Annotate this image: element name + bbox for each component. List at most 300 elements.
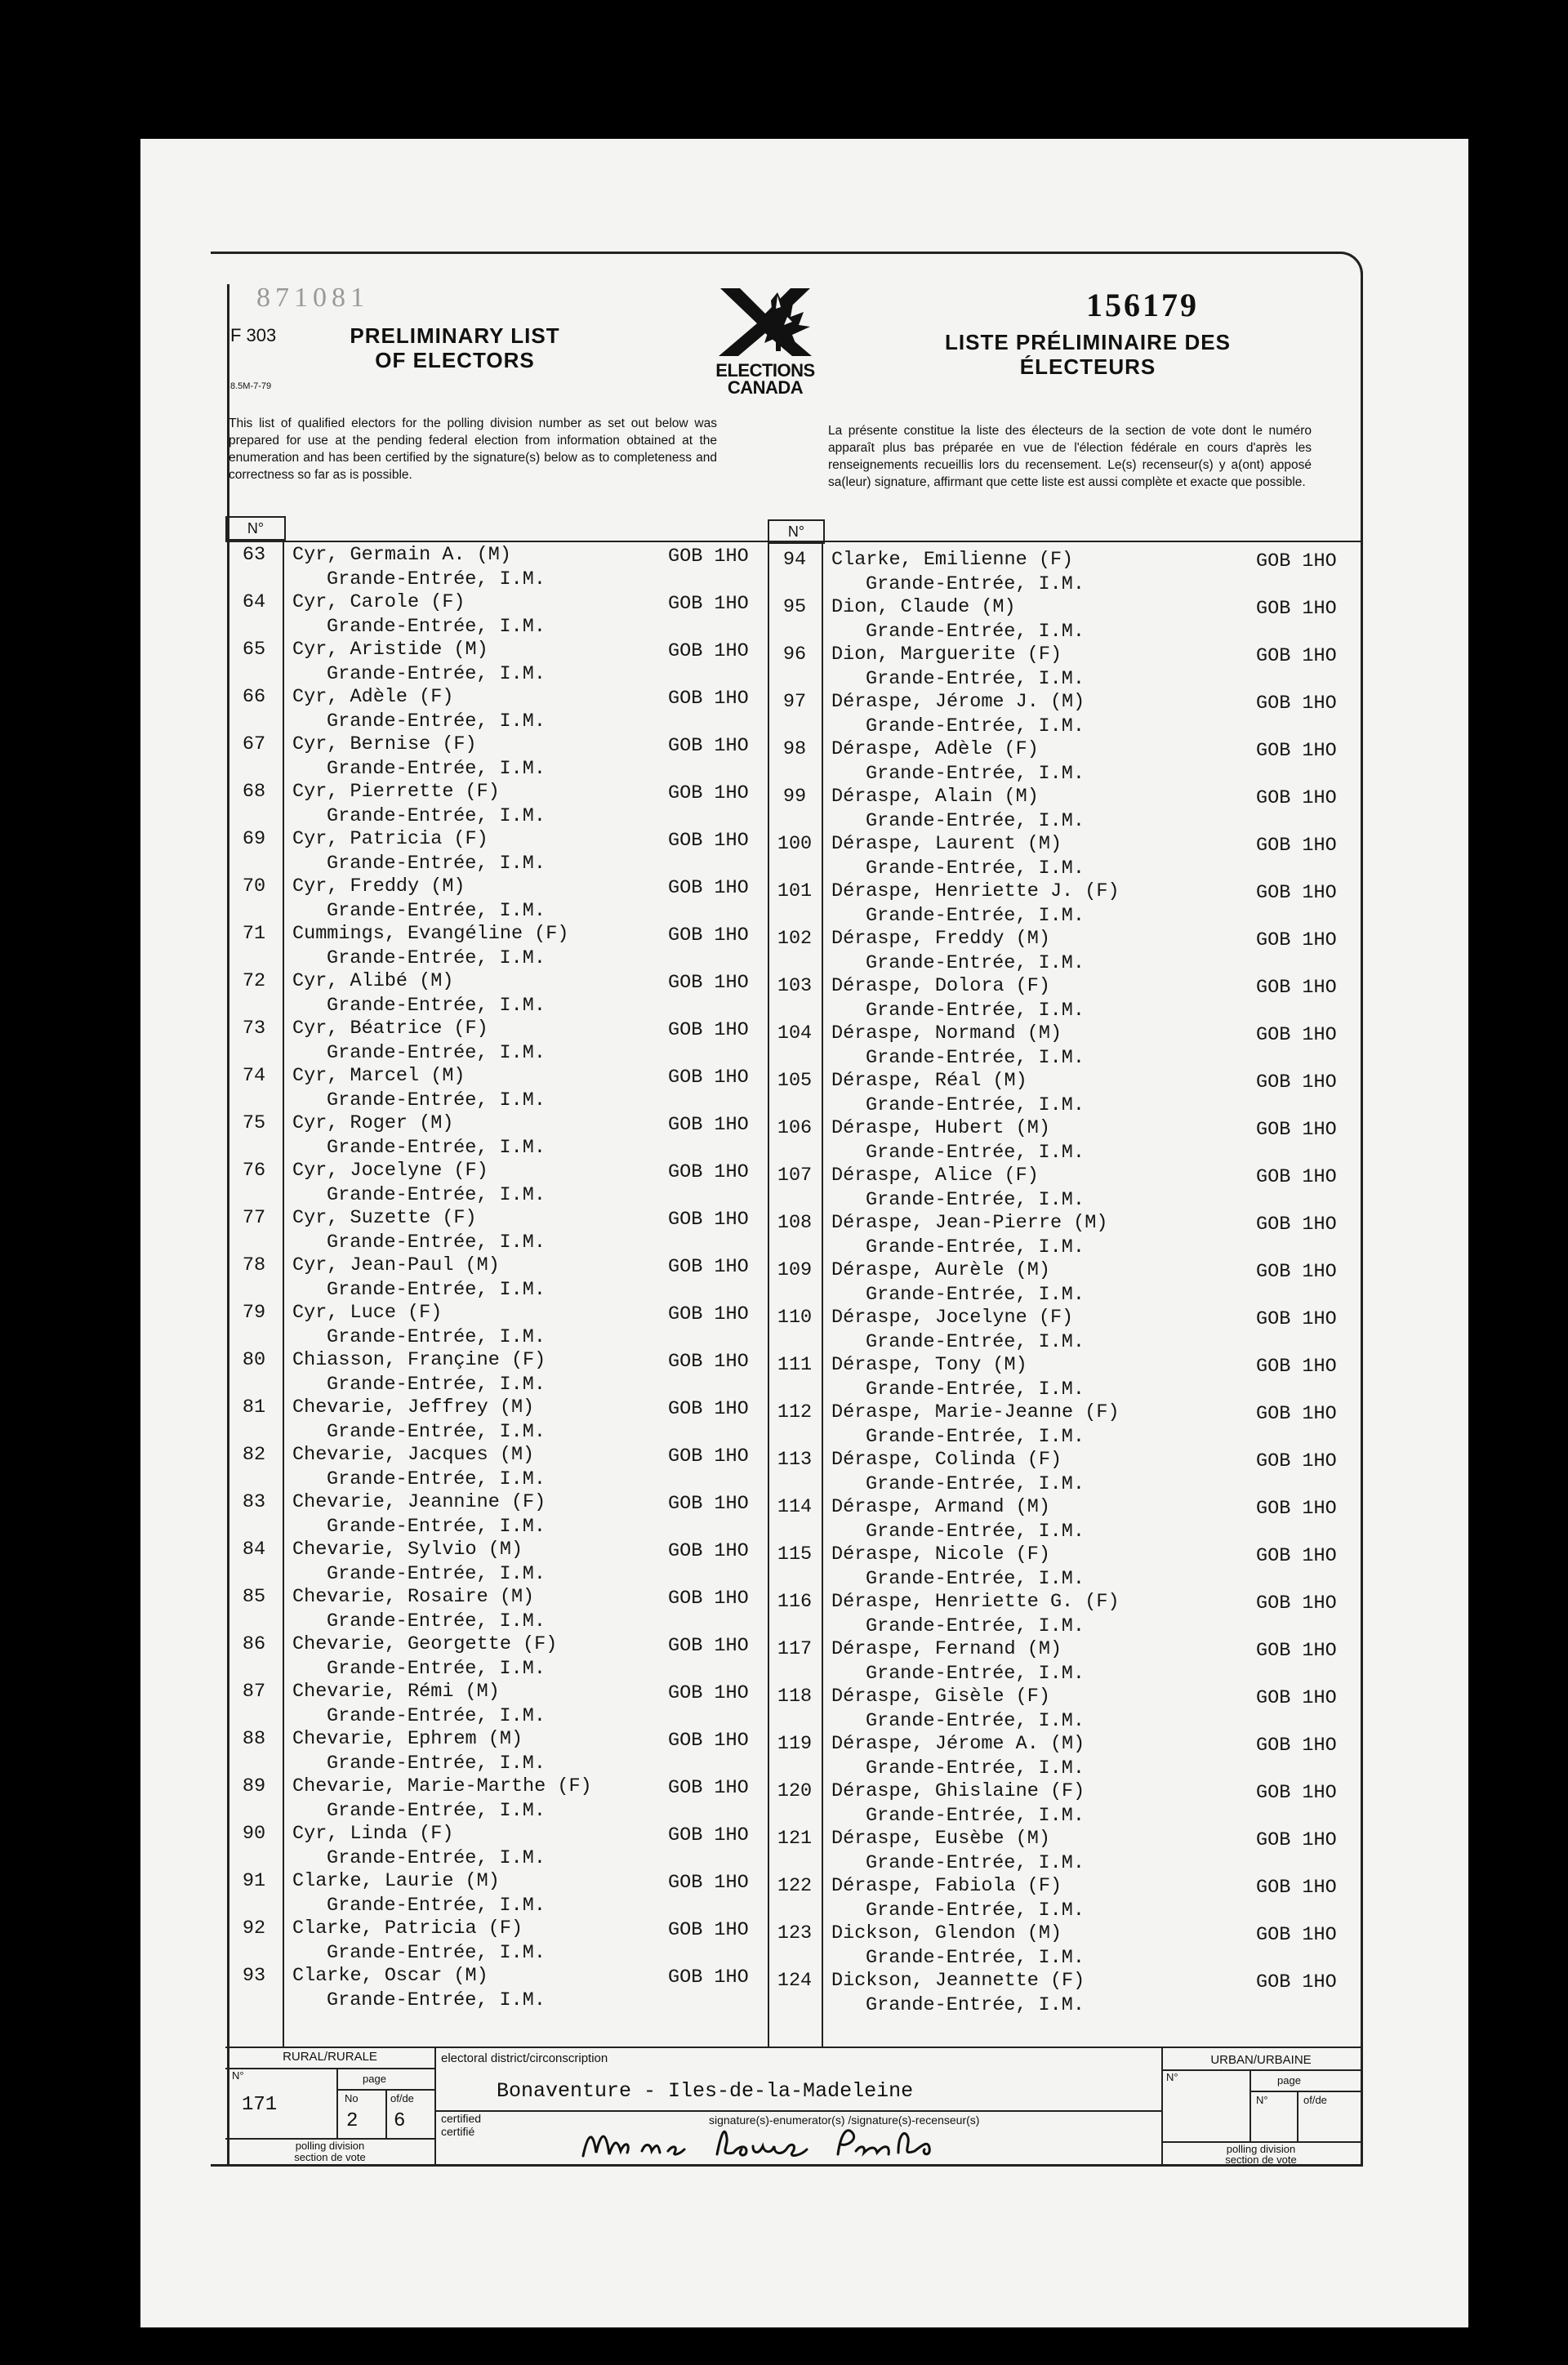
- rural-no-label: N°: [232, 2069, 244, 2082]
- elector-number: 124: [777, 1970, 813, 1992]
- maple-x-icon: [696, 284, 835, 358]
- elector-number: 78: [242, 1254, 266, 1276]
- elector-postal-code: GOB 1HO: [668, 1209, 749, 1231]
- elector-number: 117: [777, 1638, 813, 1660]
- elector-name: Déraspe, Laurent (M): [831, 833, 1062, 855]
- elector-postal-code: GOB 1HO: [668, 1114, 749, 1136]
- elector-postal-code: GOB 1HO: [668, 972, 749, 994]
- elector-row: [768, 1165, 1356, 1212]
- logo-text-canada: CANADA: [727, 377, 804, 398]
- elector-postal-code: GOB 1HO: [668, 1540, 749, 1562]
- serial-number: 156179: [1086, 287, 1199, 323]
- elector-address: Grande-Entrée, I.M.: [327, 995, 546, 1017]
- elector-name: Déraspe, Jérome J. (M): [831, 691, 1085, 713]
- elector-number: 92: [242, 1917, 266, 1940]
- elector-row: [768, 1022, 1356, 1070]
- column-header-no-left: N°: [225, 516, 286, 541]
- elector-postal-code: GOB 1HO: [1256, 1450, 1337, 1472]
- elector-postal-code: GOB 1HO: [668, 1161, 749, 1183]
- elector-name: Déraspe, Tony (M): [831, 1354, 1027, 1376]
- elector-postal-code: GOB 1HO: [1256, 977, 1337, 999]
- elector-name: Déraspe, Ghislaine (F): [831, 1780, 1085, 1802]
- district-rule: [434, 2110, 1161, 2112]
- elector-row: [225, 544, 768, 591]
- elector-name: Déraspe, Alice (F): [831, 1165, 1039, 1187]
- elector-address: Grande-Entrée, I.M.: [866, 573, 1085, 595]
- elector-address: Grande-Entrée, I.M.: [866, 1426, 1085, 1448]
- urban-divider-2: [1297, 2091, 1298, 2141]
- elector-number: 101: [777, 880, 813, 902]
- elector-name: Dion, Claude (M): [831, 596, 1016, 618]
- elector-address: Grande-Entrée, I.M.: [866, 715, 1085, 737]
- elector-number: 123: [777, 1922, 813, 1944]
- elector-address: Grande-Entrée, I.M.: [327, 947, 546, 969]
- urban-divider-1: [1250, 2069, 1251, 2141]
- elector-number: 120: [777, 1780, 813, 1802]
- page-no-label: No: [345, 2092, 359, 2104]
- elector-name: Déraspe, Fabiola (F): [831, 1875, 1062, 1897]
- elector-row: [225, 1018, 768, 1065]
- elector-address: Grande-Entrée, I.M.: [866, 621, 1085, 643]
- elector-number: 98: [782, 738, 807, 760]
- elector-name: Chevarie, Rémi (M): [292, 1681, 500, 1703]
- urban-rule: [1161, 2069, 1361, 2071]
- elector-number: 86: [242, 1633, 266, 1655]
- elector-address: Grande-Entrée, I.M.: [866, 1189, 1085, 1211]
- elector-postal-code: GOB 1HO: [1256, 693, 1337, 715]
- elector-postal-code: GOB 1HO: [1256, 1166, 1337, 1188]
- elector-number: 88: [242, 1728, 266, 1750]
- elector-address: Grande-Entrée, I.M.: [866, 1284, 1085, 1306]
- elector-number: 85: [242, 1586, 266, 1608]
- elector-name: Dickson, Glendon (M): [831, 1922, 1062, 1944]
- elector-postal-code: GOB 1HO: [668, 924, 749, 946]
- elector-number: 64: [242, 591, 266, 613]
- elector-postal-code: GOB 1HO: [668, 1730, 749, 1752]
- elector-number: 99: [782, 786, 807, 808]
- stamp-number: 871081: [256, 283, 369, 313]
- elector-row: [225, 923, 768, 970]
- elector-name: Cyr, Carole (F): [292, 591, 466, 613]
- elector-number: 72: [242, 970, 266, 992]
- elector-address: Grande-Entrée, I.M.: [327, 1279, 546, 1301]
- elector-address: Grande-Entrée, I.M.: [327, 710, 546, 733]
- elector-number: 108: [777, 1212, 813, 1234]
- column-header-no-right: N°: [768, 519, 825, 544]
- elector-address: Grande-Entrée, I.M.: [327, 1705, 546, 1727]
- elector-address: Grande-Entrée, I.M.: [866, 905, 1085, 927]
- elector-row: [768, 1591, 1356, 1638]
- elector-postal-code: GOB 1HO: [1256, 1498, 1337, 1520]
- elector-postal-code: GOB 1HO: [1256, 1024, 1337, 1046]
- elector-postal-code: GOB 1HO: [1256, 1545, 1337, 1567]
- elector-postal-code: GOB 1HO: [1256, 787, 1337, 809]
- elector-postal-code: GOB 1HO: [668, 1067, 749, 1089]
- elector-postal-code: GOB 1HO: [1256, 740, 1337, 762]
- elector-row: [768, 1686, 1356, 1733]
- elector-address: Grande-Entrée, I.M.: [327, 1895, 546, 1917]
- elector-address: Grande-Entrée, I.M.: [866, 952, 1085, 974]
- elector-address: Grande-Entrée, I.M.: [866, 1331, 1085, 1353]
- elector-row: [225, 1349, 768, 1396]
- elector-number: 63: [242, 544, 266, 566]
- elector-postal-code: GOB 1HO: [668, 782, 749, 804]
- elector-row: [225, 1207, 768, 1254]
- elector-row: [768, 1259, 1356, 1307]
- elector-row: [768, 1780, 1356, 1828]
- elector-number: 102: [777, 928, 813, 950]
- elector-row: [768, 1117, 1356, 1165]
- elector-address: Grande-Entrée, I.M.: [327, 663, 546, 685]
- elector-number: 81: [242, 1396, 266, 1419]
- elector-name: Chevarie, Marie-Marthe (F): [292, 1775, 592, 1797]
- elector-row: [225, 1823, 768, 1870]
- elector-row: [768, 738, 1356, 786]
- title-english: PRELIMINARY LIST OF ELECTORS: [350, 323, 560, 372]
- elector-row: [225, 1539, 768, 1586]
- elector-number: 121: [777, 1828, 813, 1850]
- footer-section: [225, 2047, 1361, 2164]
- elector-row: [225, 1254, 768, 1302]
- elector-number: 97: [782, 691, 807, 713]
- elector-postal-code: GOB 1HO: [1256, 1735, 1337, 1757]
- elector-row: [225, 970, 768, 1018]
- elector-name: Chevarie, Jeffrey (M): [292, 1396, 535, 1419]
- elector-row: [768, 1496, 1356, 1543]
- elector-row: [225, 1586, 768, 1633]
- elector-postal-code: GOB 1HO: [1256, 1356, 1337, 1378]
- elector-number: 118: [777, 1686, 813, 1708]
- elector-row: [225, 828, 768, 875]
- elector-row: [768, 1449, 1356, 1496]
- elector-name: Déraspe, Normand (M): [831, 1022, 1062, 1044]
- elector-postal-code: GOB 1HO: [1256, 1687, 1337, 1709]
- elector-name: Déraspe, Marie-Jeanne (F): [831, 1401, 1120, 1423]
- elector-postal-code: GOB 1HO: [668, 1777, 749, 1799]
- elector-address: Grande-Entrée, I.M.: [327, 1516, 546, 1538]
- page-of-label: of/de: [390, 2092, 414, 2104]
- elector-number: 116: [777, 1591, 813, 1613]
- elector-name: Chevarie, Ephrem (M): [292, 1728, 523, 1750]
- district-label: electoral district/circonscription: [441, 2051, 608, 2065]
- elector-name: Déraspe, Gisèle (F): [831, 1686, 1050, 1708]
- elector-postal-code: GOB 1HO: [668, 1019, 749, 1041]
- elector-address: Grande-Entrée, I.M.: [866, 1473, 1085, 1495]
- elector-name: Clarke, Laurie (M): [292, 1870, 500, 1892]
- urban-page-no-label: N°: [1256, 2094, 1268, 2106]
- elector-postal-code: GOB 1HO: [1256, 1782, 1337, 1804]
- elector-name: Cyr, Béatrice (F): [292, 1018, 488, 1040]
- elector-number: 103: [777, 975, 813, 997]
- elector-number: 110: [777, 1307, 813, 1329]
- elector-address: Grande-Entrée, I.M.: [327, 758, 546, 780]
- elector-number: 107: [777, 1165, 813, 1187]
- elector-postal-code: GOB 1HO: [668, 640, 749, 662]
- elector-number: 119: [777, 1733, 813, 1755]
- elector-address: Grande-Entrée, I.M.: [327, 568, 546, 590]
- elector-number: 113: [777, 1449, 813, 1471]
- elector-number: 90: [242, 1823, 266, 1845]
- elector-row: [768, 1638, 1356, 1686]
- elector-address: Grande-Entrée, I.M.: [866, 1236, 1085, 1258]
- elector-postal-code: GOB 1HO: [1256, 1877, 1337, 1899]
- elector-row: [225, 1302, 768, 1349]
- elector-address: Grande-Entrée, I.M.: [327, 1800, 546, 1822]
- elector-postal-code: GOB 1HO: [1256, 1592, 1337, 1615]
- enumerator-signature: [578, 2122, 1003, 2170]
- elector-row: [768, 1828, 1356, 1875]
- elector-row: [768, 1922, 1356, 1970]
- elector-number: 104: [777, 1022, 813, 1044]
- elector-name: Déraspe, Freddy (M): [831, 928, 1050, 950]
- elector-row: [225, 1160, 768, 1207]
- elector-row: [768, 691, 1356, 738]
- elector-address: Grande-Entrée, I.M.: [866, 1142, 1085, 1164]
- elector-postal-code: GOB 1HO: [668, 546, 749, 568]
- elector-postal-code: GOB 1HO: [668, 1919, 749, 1941]
- elector-address: Grande-Entrée, I.M.: [866, 1615, 1085, 1637]
- rural-label: RURAL/RURALE: [283, 2050, 377, 2064]
- elector-name: Clarke, Emilienne (F): [831, 549, 1074, 571]
- elector-row: [225, 1065, 768, 1112]
- elector-name: Cyr, Patricia (F): [292, 828, 488, 850]
- elector-postal-code: GOB 1HO: [1256, 882, 1337, 904]
- elector-address: Grande-Entrée, I.M.: [866, 1947, 1085, 1969]
- elector-name: Déraspe, Armand (M): [831, 1496, 1050, 1518]
- elector-address: Grande-Entrée, I.M.: [327, 1326, 546, 1348]
- elector-name: Cyr, Germain A. (M): [292, 544, 511, 566]
- elector-postal-code: GOB 1HO: [1256, 598, 1337, 620]
- elector-name: Cyr, Roger (M): [292, 1112, 454, 1134]
- elector-row: [225, 1917, 768, 1965]
- elector-address: Grande-Entrée, I.M.: [866, 1852, 1085, 1874]
- elector-name: Cyr, Linda (F): [292, 1823, 454, 1845]
- certified-label: certified: [441, 2112, 482, 2125]
- elector-name: Cyr, Alibé (M): [292, 970, 454, 992]
- elector-number: 109: [777, 1259, 813, 1281]
- elector-row: [225, 1112, 768, 1160]
- elector-name: Chevarie, Rosaire (M): [292, 1586, 535, 1608]
- elector-address: Grande-Entrée, I.M.: [866, 810, 1085, 832]
- elector-number: 100: [777, 833, 813, 855]
- elector-row: [768, 1970, 1356, 2017]
- elector-name: Cyr, Bernise (F): [292, 733, 477, 755]
- elector-number: 76: [242, 1160, 266, 1182]
- elector-number: 83: [242, 1491, 266, 1513]
- elector-name: Déraspe, Jocelyne (F): [831, 1307, 1074, 1329]
- elector-number: 111: [777, 1354, 813, 1376]
- elector-name: Cyr, Aristide (M): [292, 639, 488, 661]
- elector-row: [225, 1444, 768, 1491]
- logo-text-elections: ELECTIONS: [715, 360, 815, 381]
- elector-row: [225, 733, 768, 781]
- elector-row: [768, 975, 1356, 1022]
- urban-page-rule: [1250, 2091, 1361, 2092]
- elector-postal-code: GOB 1HO: [668, 1256, 749, 1278]
- elector-name: Déraspe, Jean-Pierre (M): [831, 1212, 1108, 1234]
- elector-name: Déraspe, Réal (M): [831, 1070, 1027, 1092]
- elector-name: Déraspe, Jérome A. (M): [831, 1733, 1085, 1755]
- elector-number: 114: [777, 1496, 813, 1518]
- elector-number: 94: [782, 549, 807, 571]
- elector-postal-code: GOB 1HO: [1256, 550, 1337, 572]
- elector-postal-code: GOB 1HO: [1256, 1640, 1337, 1662]
- elector-postal-code: GOB 1HO: [1256, 1214, 1337, 1236]
- intro-french: La présente constitue la liste des électeurs de la section de vote dont le numéro apparaît plus bas préparée en vue de l'élection fédérale en cours d'après les renseignements recueillis lors du recensement. Le(s) recenseur(s) y a(ont) apposé sa(leur) signature, affirmant que cette liste est aussi complète et exacte que possible.: [828, 424, 1312, 489]
- elector-address: Grande-Entrée, I.M.: [866, 1094, 1085, 1116]
- electoral-district: Bonaventure - Iles-de-la-Madeleine: [497, 2079, 914, 2103]
- elector-postal-code: GOB 1HO: [1256, 1829, 1337, 1851]
- elector-name: Déraspe, Nicole (F): [831, 1543, 1050, 1566]
- elector-name: Cyr, Pierrette (F): [292, 781, 500, 803]
- title-french: LISTE PRÉLIMINAIRE DES ÉLECTEURS: [945, 330, 1231, 379]
- urban-polling-division-label: polling division: [1226, 2143, 1296, 2155]
- elector-number: 95: [782, 596, 807, 618]
- elector-row: [768, 786, 1356, 833]
- elector-number: 80: [242, 1349, 266, 1371]
- elector-name: Cummings, Evangéline (F): [292, 923, 569, 945]
- elector-address: Grande-Entrée, I.M.: [327, 1847, 546, 1869]
- elector-name: Déraspe, Alain (M): [831, 786, 1039, 808]
- elector-address: Grande-Entrée, I.M.: [866, 1568, 1085, 1590]
- header-rule: [225, 541, 1361, 542]
- elector-address: Grande-Entrée, I.M.: [866, 857, 1085, 880]
- elector-postal-code: GOB 1HO: [1256, 1119, 1337, 1141]
- urban-no-label: N°: [1166, 2071, 1178, 2083]
- elector-name: Dion, Marguerite (F): [831, 644, 1062, 666]
- elector-address: Grande-Entrée, I.M.: [327, 1468, 546, 1490]
- elector-address: Grande-Entrée, I.M.: [866, 1378, 1085, 1401]
- elector-row: [768, 1733, 1356, 1780]
- elector-row: [225, 875, 768, 923]
- elector-name: Chevarie, Sylvio (M): [292, 1539, 523, 1561]
- elector-postal-code: GOB 1HO: [1256, 929, 1337, 951]
- elector-address: Grande-Entrée, I.M.: [327, 1989, 546, 2011]
- elector-address: Grande-Entrée, I.M.: [866, 1000, 1085, 1022]
- elector-postal-code: GOB 1HO: [1256, 645, 1337, 667]
- urban-page-of-label: of/de: [1303, 2094, 1327, 2106]
- elector-row: [768, 928, 1356, 975]
- urban-section-de-vote-label: section de vote: [1225, 2153, 1297, 2166]
- elector-name: Déraspe, Fernand (M): [831, 1638, 1062, 1660]
- elector-postal-code: GOB 1HO: [1256, 1971, 1337, 1993]
- elector-address: Grande-Entrée, I.M.: [866, 1710, 1085, 1732]
- elector-name: Déraspe, Adèle (F): [831, 738, 1039, 760]
- elector-row: [225, 686, 768, 733]
- section-de-vote-label: section de vote: [294, 2151, 366, 2163]
- elector-number: 73: [242, 1018, 266, 1040]
- elector-number: 65: [242, 639, 266, 661]
- elector-row: [225, 1633, 768, 1681]
- elector-number: 69: [242, 828, 266, 850]
- elector-name: Chevarie, Georgette (F): [292, 1633, 558, 1655]
- elector-name: Déraspe, Eusèbe (M): [831, 1828, 1050, 1850]
- elector-row: [768, 644, 1356, 691]
- elector-postal-code: GOB 1HO: [668, 830, 749, 852]
- elector-address: Grande-Entrée, I.M.: [327, 1610, 546, 1632]
- elector-row: [768, 1212, 1356, 1259]
- elector-address: Grande-Entrée, I.M.: [866, 1663, 1085, 1685]
- elector-address: Grande-Entrée, I.M.: [327, 1421, 546, 1443]
- elector-number: 93: [242, 1965, 266, 1987]
- elector-number: 70: [242, 875, 266, 897]
- elector-row: [768, 1401, 1356, 1449]
- elector-row: [768, 1070, 1356, 1117]
- elector-name: Déraspe, Henriette G. (F): [831, 1591, 1120, 1613]
- elector-row: [225, 591, 768, 639]
- elector-number: 79: [242, 1302, 266, 1324]
- elector-postal-code: GOB 1HO: [668, 593, 749, 615]
- elector-number: 82: [242, 1444, 266, 1466]
- urban-page-label: page: [1277, 2074, 1301, 2087]
- elector-row: [768, 833, 1356, 880]
- form-small-code: 8.5M-7-79: [230, 381, 272, 391]
- signature-label: signature(s)-enumerator(s) /signature(s)-recenseur(s): [709, 2113, 980, 2127]
- elector-address: Grande-Entrée, I.M.: [866, 1900, 1085, 1922]
- elector-postal-code: GOB 1HO: [668, 1824, 749, 1846]
- elector-postal-code: GOB 1HO: [668, 1588, 749, 1610]
- rural-divider-2: [385, 2089, 387, 2138]
- elector-row: [225, 1681, 768, 1728]
- elector-number: 106: [777, 1117, 813, 1139]
- elector-address: Grande-Entrée, I.M.: [327, 1942, 546, 1964]
- elector-address: Grande-Entrée, I.M.: [327, 1658, 546, 1680]
- elector-number: 105: [777, 1070, 813, 1092]
- elector-name: Déraspe, Dolora (F): [831, 975, 1050, 997]
- elector-address: Grande-Entrée, I.M.: [866, 1994, 1085, 2016]
- elector-row: [768, 1543, 1356, 1591]
- elector-address: Grande-Entrée, I.M.: [327, 1563, 546, 1585]
- elector-number: 96: [782, 644, 807, 666]
- elector-name: Déraspe, Henriette J. (F): [831, 880, 1120, 902]
- elector-postal-code: GOB 1HO: [668, 1966, 749, 1989]
- elector-number: 87: [242, 1681, 266, 1703]
- elector-number: 66: [242, 686, 266, 708]
- elector-number: 71: [242, 923, 266, 945]
- elector-name: Déraspe, Aurèle (M): [831, 1259, 1050, 1281]
- elector-row: [768, 880, 1356, 928]
- elector-number: 115: [777, 1543, 813, 1566]
- elector-postal-code: GOB 1HO: [668, 1398, 749, 1420]
- footer-divider-left: [434, 2047, 436, 2164]
- elector-postal-code: GOB 1HO: [1256, 1403, 1337, 1425]
- elector-name: Clarke, Patricia (F): [292, 1917, 523, 1940]
- page-total: 6: [394, 2110, 406, 2132]
- elector-address: Grande-Entrée, I.M.: [327, 1374, 546, 1396]
- elector-number: 74: [242, 1065, 266, 1087]
- urban-label: URBAN/URBAINE: [1210, 2053, 1312, 2067]
- elector-address: Grande-Entrée, I.M.: [866, 1757, 1085, 1779]
- elector-row: [225, 639, 768, 686]
- elector-name: Cyr, Jocelyne (F): [292, 1160, 488, 1182]
- elector-postal-code: GOB 1HO: [668, 877, 749, 899]
- elector-number: 89: [242, 1775, 266, 1797]
- elector-row: [768, 596, 1356, 644]
- elector-number: 68: [242, 781, 266, 803]
- elections-canada-logo: [696, 284, 835, 398]
- elector-address: Grande-Entrée, I.M.: [866, 1805, 1085, 1827]
- elector-address: Grande-Entrée, I.M.: [327, 900, 546, 922]
- document-page: [140, 139, 1468, 2327]
- elector-name: Cyr, Suzette (F): [292, 1207, 477, 1229]
- elector-number: 75: [242, 1112, 266, 1134]
- elector-row: [225, 1870, 768, 1917]
- elector-name: Cyr, Freddy (M): [292, 875, 466, 897]
- elector-row: [225, 781, 768, 828]
- elector-address: Grande-Entrée, I.M.: [866, 1047, 1085, 1069]
- elector-name: Cyr, Luce (F): [292, 1302, 443, 1324]
- elector-row: [768, 1354, 1356, 1401]
